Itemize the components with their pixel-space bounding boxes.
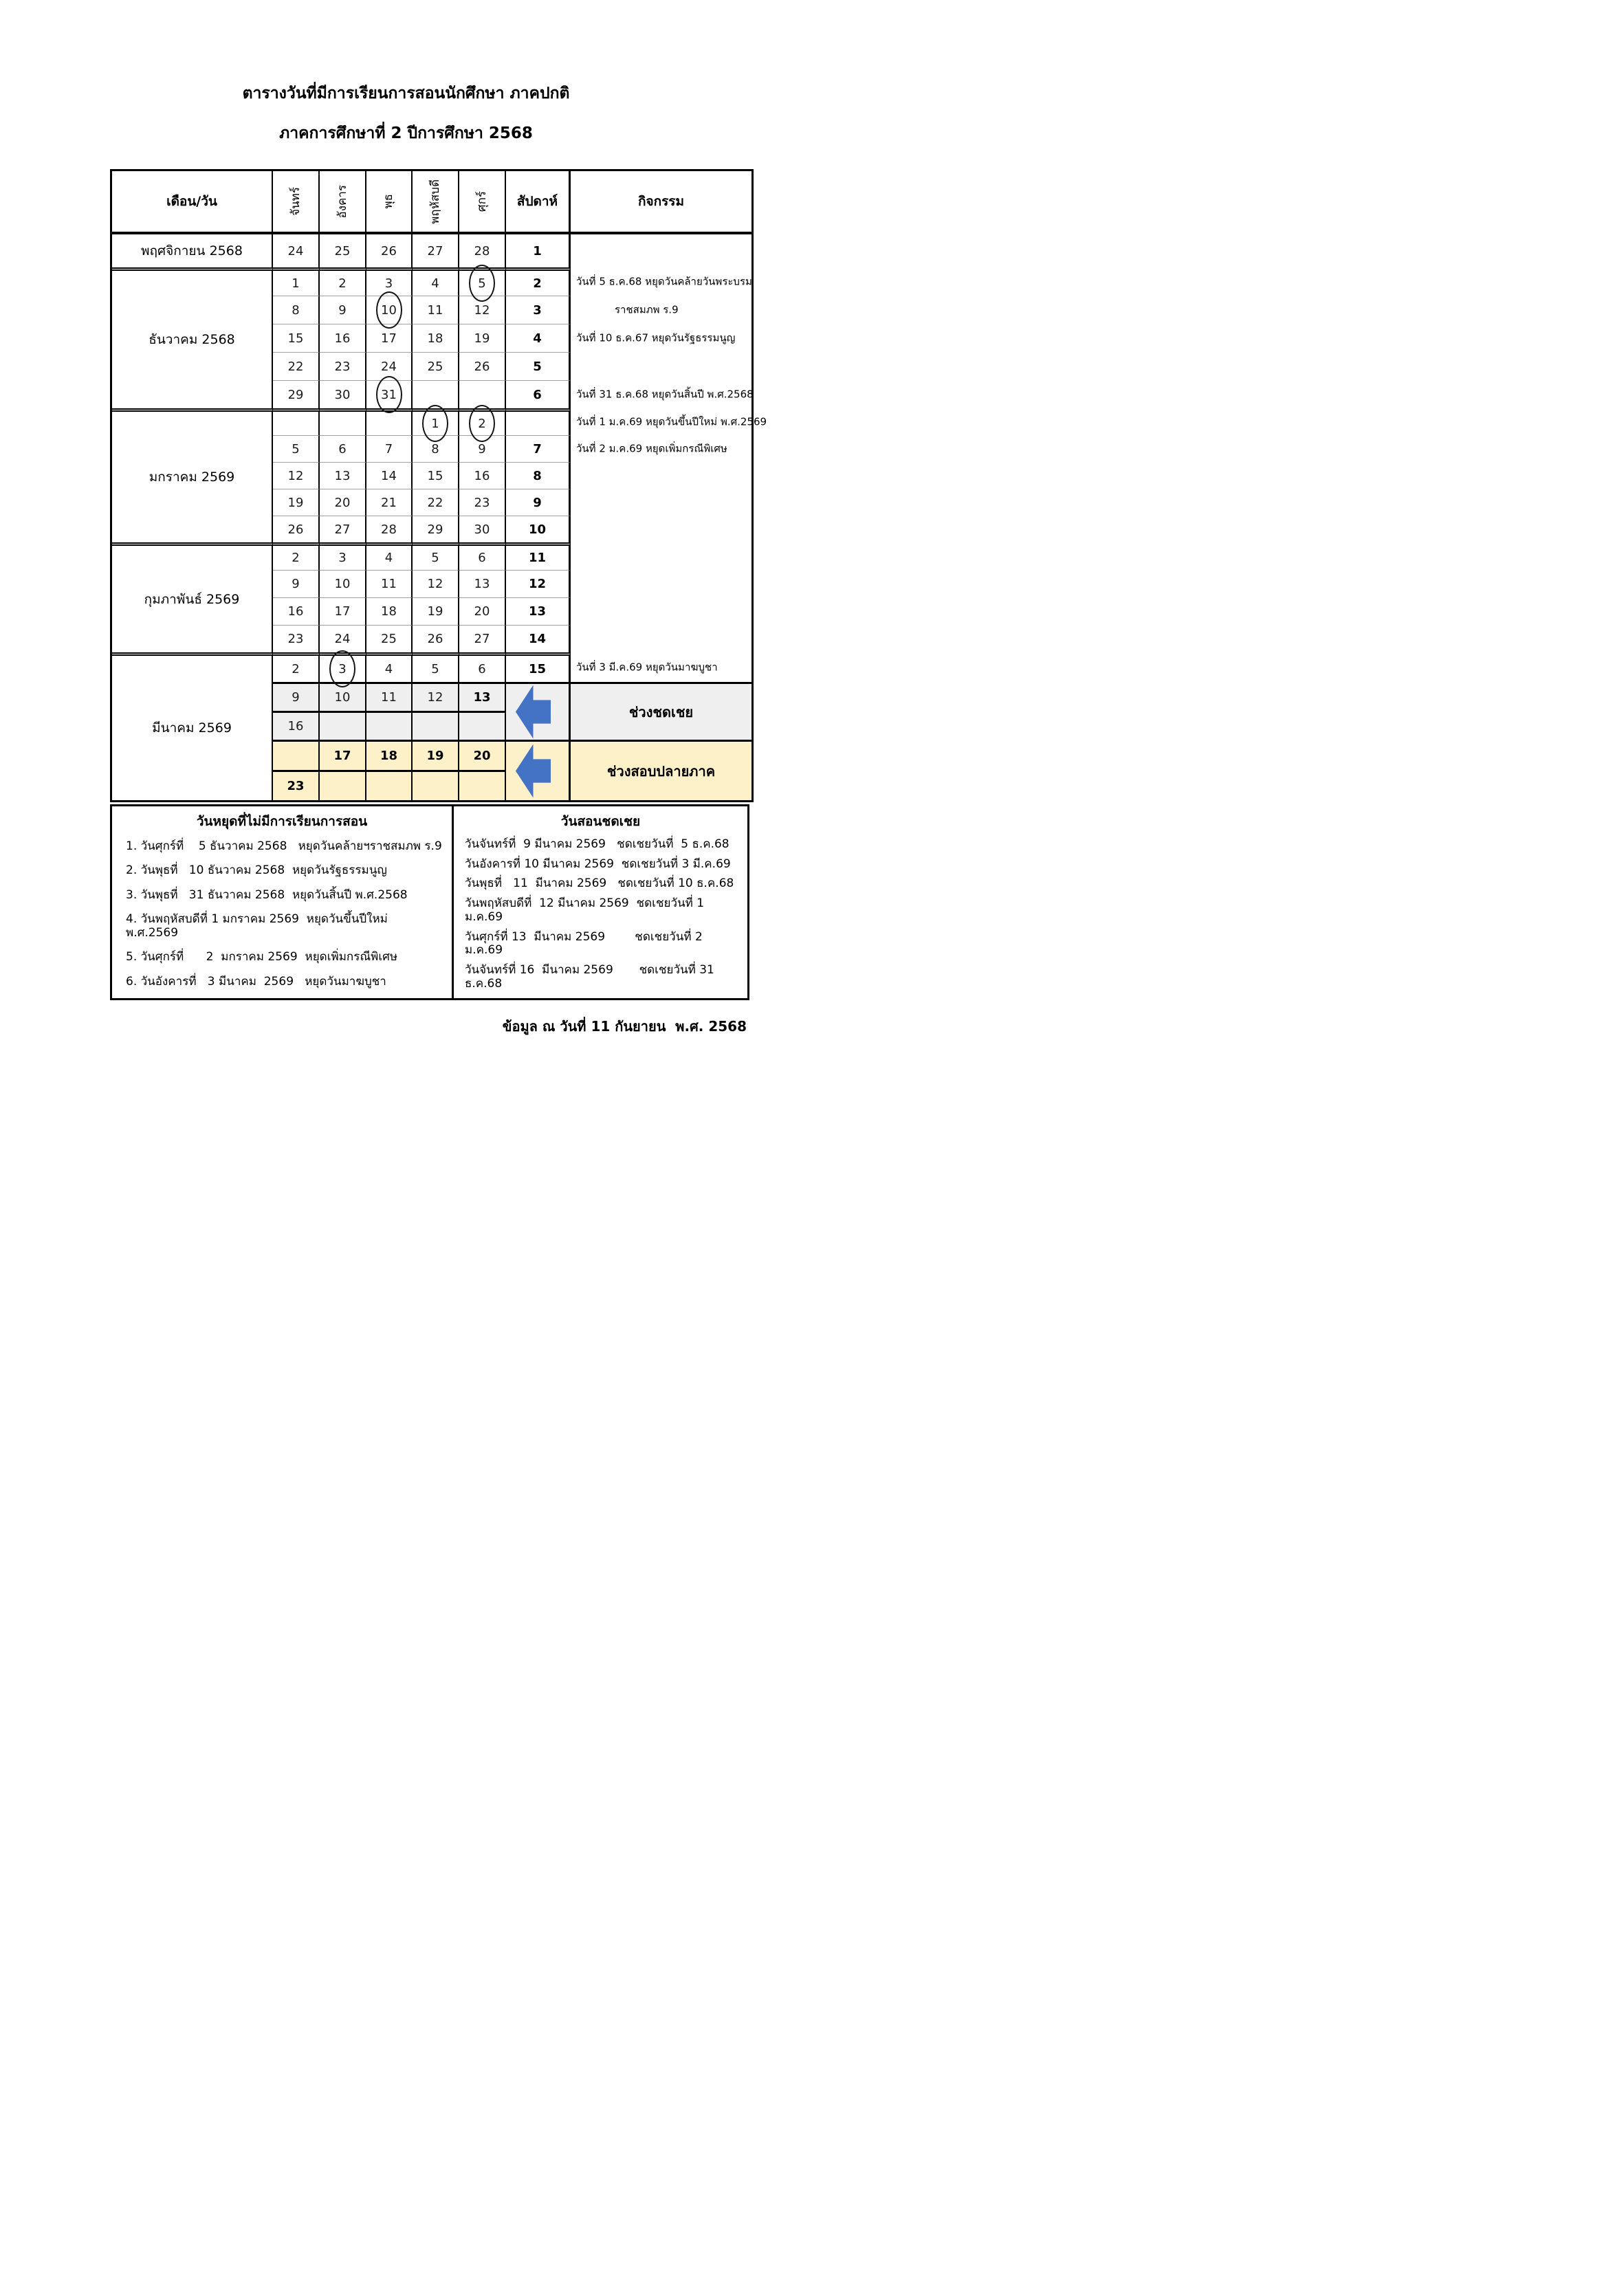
- day-cell: [459, 462, 506, 489]
- day-cell: [413, 296, 459, 324]
- day-cell: [413, 597, 459, 625]
- holiday-item: 4. วันพฤหัสบดีที่ 1 มกราคม 2569 หยุดวันขึ้นปีใหม่ พ.ศ.2569: [126, 912, 395, 940]
- day-cell: [459, 570, 506, 597]
- day-cell: [459, 740, 506, 770]
- day-cell: [366, 711, 413, 740]
- day-number: 6: [478, 661, 486, 676]
- day-cell: [459, 489, 506, 516]
- day-cell: [413, 740, 459, 770]
- day-number: 21: [381, 495, 397, 510]
- day-number: 25: [334, 243, 351, 258]
- holiday-item: 1. วันศุกร์ที่ 5 ธันวาคม 2568 หยุดวันคล้ายฯราชสมภพ ร.9: [126, 839, 442, 853]
- week-cell: 8: [506, 462, 571, 489]
- day-number: 18: [380, 749, 398, 763]
- header-weekday-friday: [459, 171, 506, 234]
- day-cell: [366, 489, 413, 516]
- week-cell: 14: [506, 625, 571, 652]
- day-number: 29: [287, 387, 304, 402]
- day-number: 16: [474, 468, 490, 483]
- day-cell: [366, 570, 413, 597]
- day-number: 6: [338, 441, 347, 456]
- day-cell: [273, 516, 320, 542]
- day-cell: [366, 542, 413, 570]
- day-number: 20: [334, 495, 351, 510]
- circled-day: 31: [376, 376, 402, 413]
- day-cell: [366, 462, 413, 489]
- day-cell: [413, 380, 459, 408]
- circled-day: 10: [376, 291, 402, 329]
- circled-day: 5: [469, 265, 495, 302]
- day-number: 27: [427, 243, 443, 258]
- day-cell: [366, 380, 413, 408]
- day-cell: [413, 489, 459, 516]
- day-cell: [413, 324, 459, 352]
- day-number: 19: [426, 749, 444, 763]
- holiday-item: 2. วันพุธที่ 10 ธันวาคม 2568 หยุดวันรัฐธรรมนูญ: [126, 863, 387, 878]
- day-cell: [459, 380, 506, 408]
- activity-note: ราชสมภพ ร.9: [615, 302, 679, 316]
- day-cell: [459, 597, 506, 625]
- week-cell: 2: [506, 267, 571, 296]
- day-number: 11: [427, 302, 443, 318]
- day-number: 16: [334, 331, 351, 346]
- day-cell: [320, 462, 366, 489]
- day-cell: [320, 435, 366, 462]
- makeup-item: วันพุธที่ 11 มีนาคม 2569 ชดเชยวันที่ 10 ธ.ค.68: [465, 876, 734, 891]
- day-number: 15: [287, 331, 304, 346]
- activity-note: วันที่ 10 ธ.ค.67 หยุดวันรัฐธรรมนูญ: [576, 331, 736, 344]
- day-number: 16: [287, 604, 304, 619]
- circled-day: 2: [469, 405, 495, 442]
- day-cell: [273, 625, 320, 652]
- weekday-label: อังคาร: [335, 184, 349, 219]
- bottom-panels: [110, 804, 749, 1000]
- day-number: 26: [381, 243, 397, 258]
- day-cell: [413, 516, 459, 542]
- circled-day: 3: [329, 650, 355, 687]
- day-cell: [413, 652, 459, 682]
- day-number: 30: [334, 387, 351, 402]
- day-number: 1: [292, 276, 300, 291]
- day-cell: [413, 711, 459, 740]
- day-number: 4: [431, 276, 439, 291]
- week-cell: 13: [506, 597, 571, 625]
- day-cell: [366, 652, 413, 682]
- day-number: 26: [427, 632, 443, 646]
- day-number: 16: [287, 719, 304, 733]
- day-cell: [413, 570, 459, 597]
- day-number: 12: [427, 577, 443, 591]
- page: [0, 0, 812, 1148]
- day-cell: [320, 652, 366, 682]
- day-number: 11: [381, 690, 397, 705]
- header-month-day: เดือน/วัน: [112, 171, 273, 234]
- activity-note: วันที่ 31 ธ.ค.68 หยุดวันสิ้นปี พ.ศ.2568: [576, 387, 754, 400]
- week-cell: 1: [506, 234, 571, 267]
- day-number: 4: [384, 551, 393, 565]
- day-number: 12: [287, 468, 304, 483]
- day-number: 23: [287, 779, 305, 793]
- day-number: 2: [292, 551, 300, 565]
- day-number: 10: [334, 690, 351, 705]
- day-number: 19: [474, 331, 490, 346]
- day-cell: [273, 770, 320, 800]
- day-cell: [320, 711, 366, 740]
- activity-note: วันที่ 1 ม.ค.69 หยุดวันขึ้นปีใหม่ พ.ศ.2569: [576, 415, 767, 428]
- day-cell: [366, 296, 413, 324]
- day-cell: [413, 682, 459, 711]
- day-cell: [459, 652, 506, 682]
- weekday-label: จันทร์: [288, 187, 303, 216]
- day-number: 13: [473, 690, 491, 705]
- day-number: 9: [292, 577, 300, 591]
- makeup-item: วันอังคารที่ 10 มีนาคม 2569 ชดเชยวันที่ 3 มี.ค.69: [465, 857, 731, 871]
- day-cell: [273, 352, 320, 380]
- day-cell: [320, 770, 366, 800]
- activity-note: วันที่ 5 ธ.ค.68 หยุดวันคล้ายวันพระบรม: [576, 274, 752, 287]
- holiday-item: 5. วันศุกร์ที่ 2 มกราคม 2569 หยุดเพิ่มกรณีพิเศษ: [126, 950, 398, 964]
- document-title-line2: ภาคการศึกษาที่ 2 ปีการศึกษา 2568: [279, 124, 533, 142]
- day-cell: [273, 296, 320, 324]
- makeup-panel-title: วันสอนชดเชย: [560, 814, 641, 829]
- makeup-panel-items: [454, 832, 747, 998]
- day-number: 9: [478, 441, 486, 456]
- day-cell: [273, 652, 320, 682]
- day-cell: [413, 625, 459, 652]
- day-cell: [273, 740, 320, 770]
- day-cell: [366, 740, 413, 770]
- document-title-line1: ตารางวันที่มีการเรียนการสอนนักศึกษา ภาคปกติ: [242, 85, 570, 102]
- day-cell: [273, 380, 320, 408]
- header-weekday-wednesday: [366, 171, 413, 234]
- day-number: 25: [381, 632, 397, 646]
- day-cell: [366, 234, 413, 267]
- makeup-item: วันศุกร์ที่ 13 มีนาคม 2569 ชดเชยวันที่ 2 ม.ค.69: [465, 929, 707, 958]
- day-number: 15: [427, 468, 443, 483]
- month-cell-jan: มกราคม 2569: [112, 408, 273, 542]
- day-cell: [413, 234, 459, 267]
- day-number: 13: [334, 468, 351, 483]
- month-cell-nov: พฤศจิกายน 2568: [112, 234, 273, 267]
- day-number: 23: [474, 495, 490, 510]
- day-number: 12: [474, 302, 490, 318]
- day-number: 24: [381, 359, 397, 374]
- day-number: 23: [334, 359, 351, 374]
- header-weekday-monday: [273, 171, 320, 234]
- document-body: [110, 169, 767, 1037]
- day-cell: [459, 770, 506, 800]
- week-cell: 6: [506, 380, 571, 408]
- day-cell: [366, 516, 413, 542]
- day-number: 5: [431, 661, 439, 676]
- day-number: 9: [292, 690, 300, 705]
- day-cell: [320, 380, 366, 408]
- day-number: 19: [287, 495, 304, 510]
- day-cell: [459, 267, 506, 296]
- day-number: 3: [384, 276, 393, 291]
- day-number: 28: [381, 522, 397, 537]
- day-cell: [320, 740, 366, 770]
- day-cell: [320, 296, 366, 324]
- day-number: 27: [334, 522, 351, 537]
- day-number: 27: [474, 632, 490, 646]
- day-cell: [366, 435, 413, 462]
- day-cell: [459, 324, 506, 352]
- day-cell: [459, 542, 506, 570]
- day-cell: [273, 542, 320, 570]
- day-number: 6: [478, 551, 486, 565]
- left-arrow-icon: [516, 744, 551, 798]
- data-as-of-note: ข้อมูล ณ วันที่ 11 กันยายน พ.ศ. 2568: [502, 1018, 747, 1035]
- day-number: 26: [287, 522, 304, 537]
- holiday-item: 3. วันพุธที่ 31 ธันวาคม 2568 หยุดวันสิ้นปี พ.ศ.2568: [126, 887, 408, 902]
- day-number: 5: [292, 441, 300, 456]
- day-number: 24: [287, 243, 304, 258]
- day-cell: [413, 770, 459, 800]
- week-cell: 7: [506, 435, 571, 462]
- day-number: 2: [292, 661, 300, 676]
- exam-period-cell: [571, 740, 751, 800]
- day-number: 22: [427, 495, 443, 510]
- day-cell: [273, 408, 320, 435]
- month-cell-dec: ธันวาคม 2568: [112, 267, 273, 408]
- day-number: 4: [384, 661, 393, 676]
- day-cell: [273, 570, 320, 597]
- day-number: 7: [384, 441, 393, 456]
- day-cell: [459, 408, 506, 435]
- day-cell: [320, 324, 366, 352]
- makeup-period-cell: [571, 682, 751, 740]
- month-cell-mar: มีนาคม 2569: [112, 652, 273, 800]
- day-number: 30: [474, 522, 490, 537]
- week-cell: 3: [506, 296, 571, 324]
- day-cell: [273, 489, 320, 516]
- makeup-week-span: [506, 682, 571, 740]
- day-cell: [273, 682, 320, 711]
- day-number: 13: [474, 577, 490, 591]
- activity-column: [571, 234, 767, 682]
- header-activity: กิจกรรม: [571, 171, 751, 234]
- day-number: 9: [338, 302, 347, 318]
- day-number: 12: [427, 690, 443, 705]
- weekday-label: พฤหัสบดี: [428, 179, 442, 224]
- day-cell: [273, 462, 320, 489]
- header-weekday-thursday: [413, 171, 459, 234]
- holiday-item: 6. วันอังคารที่ 3 มีนาคม 2569 หยุดวันมาฆบูชา: [126, 974, 386, 989]
- day-number: 14: [381, 468, 397, 483]
- left-arrow-icon: [516, 685, 551, 739]
- day-cell: [366, 597, 413, 625]
- makeup-item: วันพฤหัสบดีที่ 12 มีนาคม 2569 ชดเชยวันที่ 1 ม.ค.69: [465, 896, 708, 924]
- day-number: 17: [381, 331, 397, 346]
- day-number: 18: [381, 604, 397, 619]
- circled-day: 1: [422, 405, 448, 442]
- day-cell: [413, 462, 459, 489]
- day-cell: [320, 597, 366, 625]
- day-cell: [320, 352, 366, 380]
- day-cell: [366, 682, 413, 711]
- day-number: 3: [338, 551, 347, 565]
- week-cell: 4: [506, 324, 571, 352]
- day-number: 22: [287, 359, 304, 374]
- holiday-panel-items: [112, 832, 452, 998]
- day-cell: [320, 570, 366, 597]
- day-number: 5: [431, 551, 439, 565]
- day-number: 23: [287, 632, 304, 646]
- day-number: 19: [427, 604, 443, 619]
- day-number: 8: [431, 441, 439, 456]
- week-cell: 5: [506, 352, 571, 380]
- makeup-item: วันจันทร์ที่ 9 มีนาคม 2569 ชดเชยวันที่ 5 ธ.ค.68: [465, 837, 729, 851]
- day-cell: [366, 770, 413, 800]
- day-number: 24: [334, 632, 351, 646]
- day-number: 17: [334, 604, 351, 619]
- day-cell: [320, 625, 366, 652]
- day-number: 11: [381, 577, 397, 591]
- exam-period-label: ช่วงสอบปลายภาค: [606, 762, 716, 780]
- day-cell: [459, 682, 506, 711]
- header-weekday-tuesday: [320, 171, 366, 234]
- day-number: 26: [474, 359, 490, 374]
- day-cell: [459, 234, 506, 267]
- calendar-table: [110, 169, 767, 802]
- day-cell: [273, 234, 320, 267]
- day-number: 17: [333, 749, 351, 763]
- holiday-panel: [112, 806, 454, 998]
- week-cell: 11: [506, 542, 571, 570]
- activity-note: วันที่ 3 มี.ค.69 หยุดวันมาฆบูชา: [576, 660, 718, 673]
- day-number: 29: [427, 522, 443, 537]
- day-cell: [413, 542, 459, 570]
- day-number: 28: [474, 243, 490, 258]
- day-cell: [273, 324, 320, 352]
- day-cell: [413, 352, 459, 380]
- weekday-label: ศุกร์: [474, 190, 489, 212]
- makeup-period-label: ช่วงชดเชย: [628, 703, 694, 720]
- day-cell: [273, 267, 320, 296]
- day-cell: [320, 516, 366, 542]
- day-number: 25: [427, 359, 443, 374]
- day-cell: [273, 435, 320, 462]
- makeup-panel: [454, 806, 747, 998]
- day-cell: [320, 542, 366, 570]
- week-cell: 12: [506, 570, 571, 597]
- day-cell: [459, 711, 506, 740]
- weekday-label: พุธ: [382, 194, 395, 209]
- header-week: สัปดาห์: [506, 171, 571, 234]
- day-cell: [320, 267, 366, 296]
- day-number: 20: [473, 749, 491, 763]
- day-cell: [459, 625, 506, 652]
- day-cell: [459, 516, 506, 542]
- holiday-panel-title: วันหยุดที่ไม่มีการเรียนการสอน: [196, 814, 368, 829]
- week-cell: [506, 408, 571, 435]
- day-cell: [459, 352, 506, 380]
- day-number: 10: [334, 577, 351, 591]
- exam-week-span: [506, 740, 571, 800]
- day-number: 8: [292, 302, 300, 318]
- week-cell: 10: [506, 516, 571, 542]
- day-cell: [413, 267, 459, 296]
- month-cell-feb: กุมภาพันธ์ 2569: [112, 542, 273, 652]
- day-cell: [320, 408, 366, 435]
- day-cell: [320, 234, 366, 267]
- week-cell: 9: [506, 489, 571, 516]
- day-cell: [413, 408, 459, 435]
- day-number: 2: [338, 276, 347, 291]
- day-cell: [273, 597, 320, 625]
- day-cell: [273, 711, 320, 740]
- week-cell: 15: [506, 652, 571, 682]
- day-cell: [366, 625, 413, 652]
- day-cell: [320, 489, 366, 516]
- activity-note: วันที่ 2 ม.ค.69 หยุดเพิ่มกรณีพิเศษ: [576, 441, 727, 454]
- day-number: 20: [474, 604, 490, 619]
- makeup-item: วันจันทร์ที่ 16 มีนาคม 2569 ชดเชยวันที่ 31 ธ.ค.68: [465, 963, 718, 991]
- day-number: 18: [427, 331, 443, 346]
